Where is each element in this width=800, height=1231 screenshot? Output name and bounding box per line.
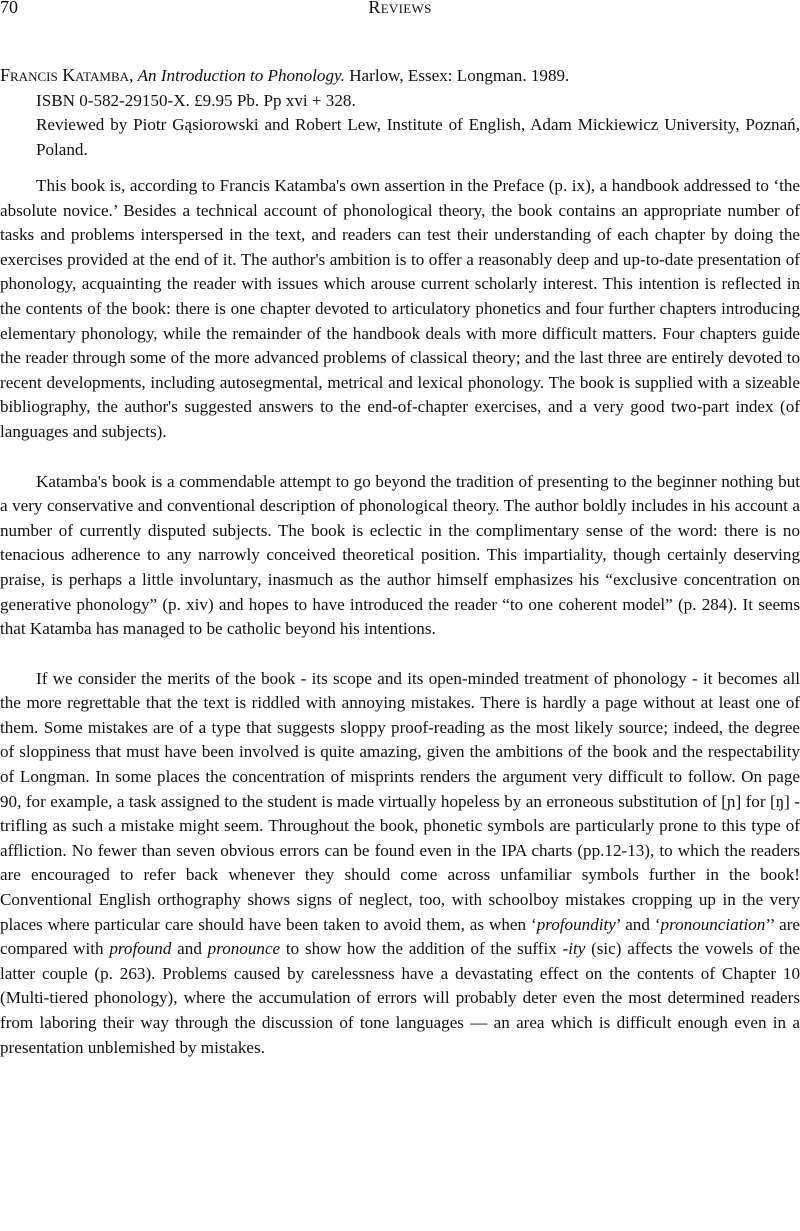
example-word: profound bbox=[109, 939, 172, 959]
example-word: pronounciation bbox=[660, 914, 766, 934]
book-author: Francis Katamba bbox=[0, 65, 130, 85]
paragraph-3-text: to show how the addition of the suffix bbox=[280, 939, 563, 959]
review-citation bbox=[0, 63, 800, 162]
reviewers: Reviewed by Piotr Gąsiorowski and Robert Lew, Institute of English, Adam Mickiewicz University, Poznań, Poland. bbox=[36, 115, 800, 159]
paragraph-3-text: (sic) affects the vowels of the latter couple (p. 263). Problems caused by carelessness have a devastating effect on the contents of Chapter 10 (Multi-tiered phonology), where the accumulation of errors will probably deter even the most determined readers from laboring their way through the discussion of tone languages — an area which is difficult enough even in a presentation unblemished by mistakes. bbox=[0, 939, 800, 1057]
citation-line-1: Francis Katamba, An Introduction to Phonology. Harlow, Essex: Longman. 1989. bbox=[0, 65, 570, 85]
review-body bbox=[0, 174, 800, 1085]
example-word: profoundity bbox=[536, 914, 616, 934]
paragraph-3-text: ’’ are compared with bbox=[0, 914, 800, 959]
paragraph-3 bbox=[0, 667, 800, 1061]
paragraph-1: This book is, according to Francis Katamba's own assertion in the Preface (p. ix), a handbook addressed to ‘the absolute novice.’ Besides a technical account of phonological theory, the book contains an appropriate number of tasks and problems interspersed in the text, and readers can test their understanding of each chapter by doing the exercises provided at the end of it. The author's ambition is to offer a reasonably deep and up-to-date presentation of phonology, acquainting the reader with issues which arouse current scholarly interest. This intention is reflected in the contents of the book: there is one chapter devoted to articulatory phonetics and four further chapters introducing elementary phonology, while the remainder of the handbook deals with more difficult matters. Four chapters guide the reader through some of the more advanced problems of classical theory; and the last three are entirely devoted to recent developments, including autosegmental, metrical and lexical phonology. The book is supplied with a sizeable bibliography, the author's suggested answers to the end-of-chapter exercises, and a very good two-part index (of languages and subjects). bbox=[0, 176, 800, 441]
example-word: -ity bbox=[562, 939, 586, 959]
paragraph-2: Katamba's book is a commendable attempt to go beyond the tradition of presenting to the beginner nothing but a very conservative and conventional description of phonological theory. The author boldly includes in his account a number of currently disputed subjects. The book is eclectic in the complimentary sense of the word: there is no tenacious adherence to any narrowly conceived theoretical position. This impartiality, though certainly deserving praise, is perhaps a little involuntary, inasmuch as the author himself emphasizes his “exclusive concentration on generative phonology” (p. xiv) and hopes to have introduced the reader “to one coherent model” (p. 284). It seems that Katamba has managed to be catholic beyond his intentions. bbox=[0, 471, 800, 639]
book-publication: Harlow, Essex: Longman. 1989. bbox=[349, 66, 570, 85]
page-number: 70 bbox=[0, 0, 18, 17]
paragraph-3-text: and bbox=[171, 939, 208, 959]
paragraph-3-text: ’ and ‘ bbox=[615, 914, 661, 934]
paragraph-3-text: If we consider the merits of the book - its scope and its open-minded treatment of phonology - it becomes all the more regrettable that the text is riddled with annoying mistakes. There is hardly a page without at least one of them. Some mistakes are of a type that suggests sloppy proof-reading as the most likely source; indeed, the degree of sloppiness that must have been involved is quite amazing, given the ambitions of the book and the respectability of Longman. In some places the concentration of misprints renders the argument very difficult to follow. On page 90, for example, a task assigned to the student is made virtually hopeless by an erroneous substitution of [ɲ] for [ŋ] - trifling as such a mistake might seem. Throughout the book, phonetic symbols are particularly prone to this type of affliction. No fewer than seven obvious errors can be found even in the IPA charts (pp.12-13), to which the readers are encouraged to refer back whenever they should come across unfamiliar symbols further in the book! Conventional English orthography shows signs of neglect, too, with schoolboy mistakes cropping up in the very places where particular care should have been taken to avoid them, as when ‘ bbox=[0, 668, 800, 934]
running-head: Reviews bbox=[368, 0, 432, 17]
page-header bbox=[0, 0, 800, 22]
example-word: pronounce bbox=[207, 939, 281, 959]
book-title: An Introduction to Phonology. bbox=[137, 66, 345, 85]
book-isbn: ISBN 0-582-29150-X. £9.95 Pb. Pp xvi + 328. bbox=[36, 90, 356, 110]
